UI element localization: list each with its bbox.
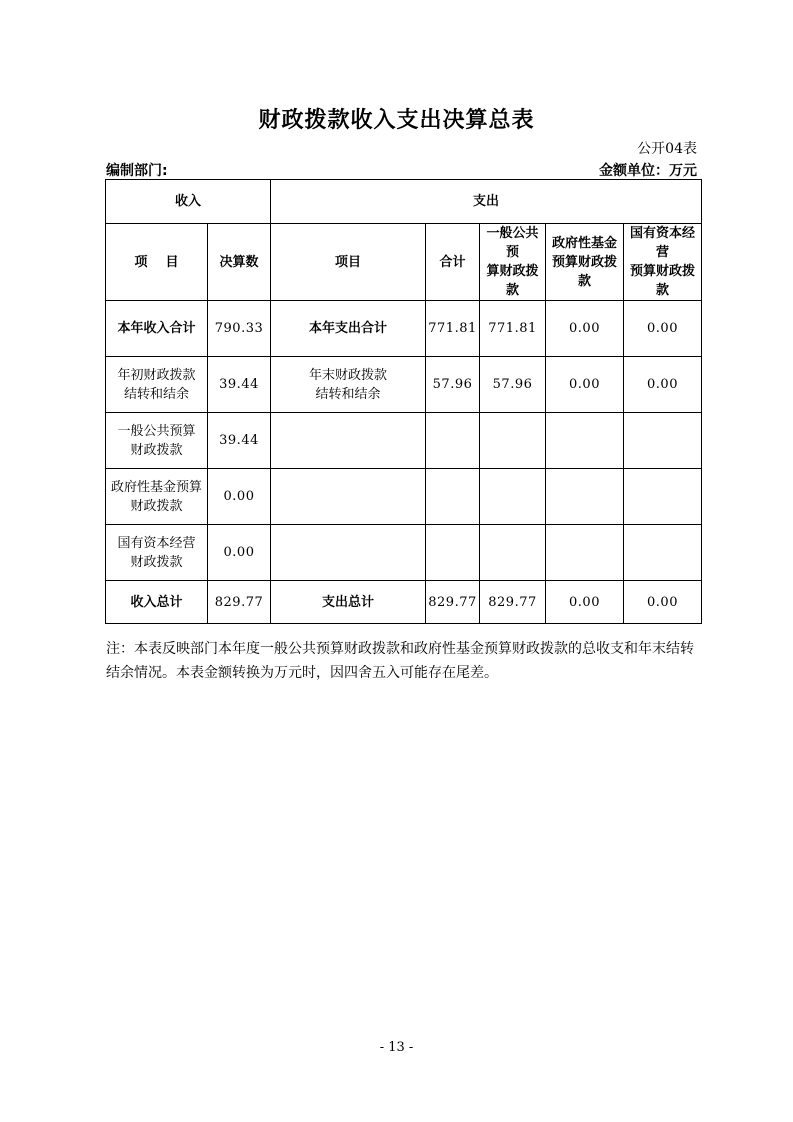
expense-soe: 0.00: [624, 581, 702, 624]
expense-soe: 0.00: [624, 301, 702, 357]
header-gov-fund: [546, 224, 624, 301]
expense-fund: 0.00: [546, 301, 624, 357]
income-value: 39.44: [208, 357, 271, 413]
empty-cell: [426, 469, 480, 525]
expense-fund: 0.00: [546, 357, 624, 413]
summary-table: [105, 179, 702, 624]
expense-general: 829.77: [480, 581, 546, 624]
header-general-line2: 算财政拨款: [486, 264, 539, 298]
table-row: [106, 413, 702, 469]
income-item-line: 财政拨款: [130, 442, 183, 458]
document-title: 财政拨款收入支出决算总表: [258, 108, 535, 133]
header-general-budget: [480, 224, 546, 301]
income-item-line: 财政拨款: [130, 498, 183, 514]
header-soe-line1: 国有资本经营: [630, 226, 696, 260]
income-value: 0.00: [208, 525, 271, 581]
form-number: 公开04表: [637, 141, 697, 157]
expense-general: 57.96: [480, 357, 546, 413]
income-item-line: 政府性基金预算: [110, 479, 202, 495]
expense-general: 771.81: [480, 301, 546, 357]
expense-item-line: 支出总计: [322, 594, 375, 610]
income-value: 0.00: [208, 469, 271, 525]
empty-cell: [624, 413, 702, 469]
income-item-line: 国有资本经营: [117, 535, 196, 551]
empty-cell: [624, 469, 702, 525]
expense-total: 829.77: [426, 581, 480, 624]
table-row: [106, 581, 702, 624]
empty-cell: [546, 525, 624, 581]
expense-total: 771.81: [426, 301, 480, 357]
empty-cell: [271, 525, 426, 581]
header-final-amount: 决算数: [208, 224, 271, 301]
table-row: [106, 357, 702, 413]
expense-soe: 0.00: [624, 357, 702, 413]
page-number: - 13 -: [379, 1040, 414, 1055]
income-item: [106, 525, 208, 581]
income-item-line: 年初财政拨款: [117, 367, 196, 383]
empty-cell: [271, 469, 426, 525]
department-label: 编制部门:: [106, 163, 168, 179]
header-row-top: [106, 180, 702, 224]
income-item-line: 财政拨款: [130, 554, 183, 570]
income-item: [106, 301, 208, 357]
header-fund-line2: 预算财政拨款: [552, 254, 618, 289]
header-expense: 支出: [271, 180, 702, 224]
income-item: [106, 581, 208, 624]
header-soe-capital: [624, 224, 702, 301]
income-item: [106, 357, 208, 413]
table-row: [106, 301, 702, 357]
header-row-columns: [106, 224, 702, 301]
empty-cell: [480, 469, 546, 525]
header-total: 合计: [426, 224, 480, 301]
table-row: [106, 525, 702, 581]
income-value: 790.33: [208, 301, 271, 357]
expense-item-line: 年末财政拨款: [309, 367, 388, 383]
income-item-line: 一般公共预算: [117, 423, 196, 439]
footnote: 注：本表反映部门本年度一般公共预算财政拨款和政府性基金预算财政拨款的总收支和年末结转结余情况。本表金额转换为万元时，因四舍五入可能存在尾差。: [106, 641, 694, 681]
empty-cell: [426, 525, 480, 581]
expense-item-line: 结转和结余: [315, 386, 381, 402]
empty-cell: [546, 413, 624, 469]
income-value: 39.44: [208, 413, 271, 469]
income-item: [106, 413, 208, 469]
empty-cell: [426, 413, 480, 469]
header-fund-line1: 政府性基金: [552, 235, 618, 251]
empty-cell: [480, 413, 546, 469]
expense-fund: 0.00: [546, 581, 624, 624]
expense-item: [271, 357, 426, 413]
income-item-line: 收入总计: [130, 594, 183, 610]
header-income: 收入: [106, 180, 271, 224]
expense-total: 57.96: [426, 357, 480, 413]
empty-cell: [624, 525, 702, 581]
unit-label: 金额单位：万元: [599, 163, 697, 179]
empty-cell: [271, 413, 426, 469]
income-value: 829.77: [208, 581, 271, 624]
table-row: [106, 469, 702, 525]
expense-item: [271, 581, 426, 624]
income-item-line: 本年收入合计: [117, 321, 196, 336]
header-income-item: 项 目: [106, 224, 208, 301]
income-item: [106, 469, 208, 525]
header-soe-line2: 预算财政拨款: [630, 264, 696, 298]
empty-cell: [546, 469, 624, 525]
header-general-line1: 一般公共预: [486, 226, 539, 260]
expense-item-line: 本年支出合计: [309, 321, 388, 336]
header-expense-item: 项目: [271, 224, 426, 301]
empty-cell: [480, 525, 546, 581]
expense-item: [271, 301, 426, 357]
income-item-line: 结转和结余: [123, 386, 189, 402]
